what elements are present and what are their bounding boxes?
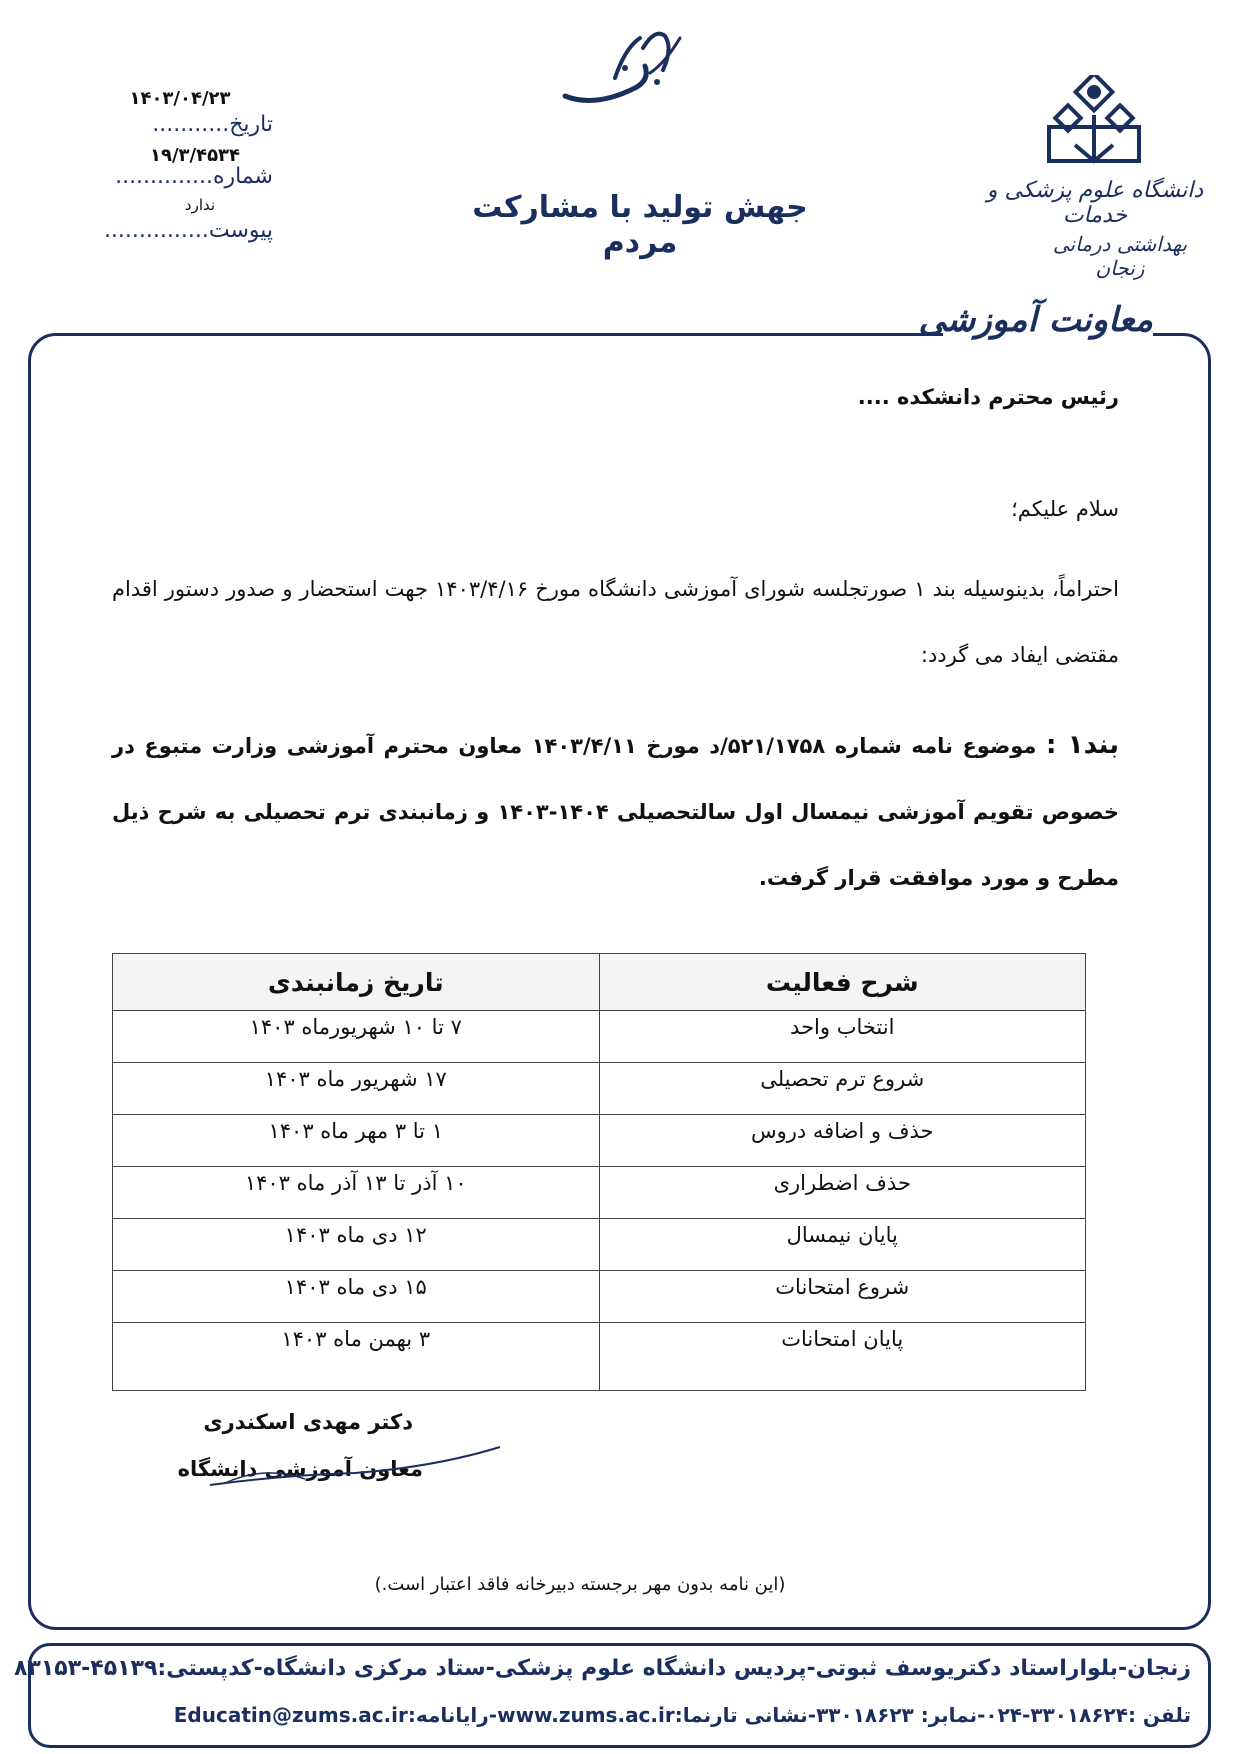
university-logo	[1045, 75, 1143, 165]
date-cell: ۳ بهمن ماه ۱۴۰۳	[113, 1323, 600, 1391]
number-value: ۱۹/۳/۴۵۳۴	[149, 145, 241, 166]
date-cell: ۱۲ دی ماه ۱۴۰۳	[113, 1219, 600, 1271]
attachment-label: پیوست...............	[103, 218, 273, 243]
activity-cell: حذف و اضافه دروس	[599, 1115, 1086, 1167]
university-subtitle: بهداشتی درمانی زنجان	[1052, 232, 1188, 280]
intro-paragraph: احتراماً، بدینوسیله بند ۱ صورتجلسه شورای آموزشی دانشگاه مورخ ۱۴۰۳/۴/۱۶ جهت استحضار و صدور دستور اقدام مقتضی ایفاد می گردد:	[112, 577, 1119, 667]
department-title: معاونت آموزشی	[918, 300, 1153, 340]
footer-address: زنجان-بلواراستاد دکتریوسف ثبوتی-پردیس دانشگاه علوم پزشکی-ستاد مرکزی دانشگاه-کدپستی:۴۵۱۳۹-۸۳۱۵۳	[13, 1656, 1191, 1681]
table-row	[113, 1063, 1086, 1115]
clause-paragraph	[112, 712, 1119, 911]
recipient: رئیس محترم دانشکده ....	[857, 385, 1119, 409]
table-row	[113, 1011, 1086, 1063]
date-cell: ۱۰ آذر تا ۱۳ آذر ماه ۱۴۰۳	[113, 1167, 600, 1219]
date-cell: ۷ تا ۱۰ شهریورماه ۱۴۰۳	[113, 1011, 600, 1063]
schedule-table	[112, 953, 1086, 1391]
activity-cell: پایان نیمسال	[599, 1219, 1086, 1271]
signatory-name: دکتر مهدی اسکندری	[203, 1410, 413, 1434]
slogan: جهش تولید با مشارکت مردم	[472, 190, 808, 260]
activity-cell: پایان امتحانات	[599, 1323, 1086, 1391]
table-header-row	[113, 954, 1086, 1011]
bismillah-calligraphy	[555, 18, 695, 108]
clause-text: موضوع نامه شماره ۵۲۱/۱۷۵۸/د مورخ ۱۴۰۳/۴/۱۱ معاون محترم آموزشی وزارت متبوع در خصوص تقویم آموزشی نیمسال اول سالتحصیلی ۱۴۰۴-۱۴۰۳ و زمانبندی ترم تحصیلی به شرح ذیل مطرح و مورد موافقت قرار گرفت.	[112, 734, 1119, 890]
activity-cell: حذف اضطراری	[599, 1167, 1086, 1219]
activity-cell: انتخاب واحد	[599, 1011, 1086, 1063]
clause-label: بند۱ :	[1046, 730, 1120, 760]
footer-contact: تلفن :۳۳۰۱۸۶۲۴-۰۲۴-نمابر: ۳۳۰۱۸۶۲۳-نشانی تارنما:www.zums.ac.ir-رایانامه:Educatin@zums.ac.ir	[173, 1703, 1191, 1727]
date-label: تاریخ...........	[152, 112, 273, 137]
table-row	[113, 1167, 1086, 1219]
table-row	[113, 1323, 1086, 1391]
date-cell: ۱ تا ۳ مهر ماه ۱۴۰۳	[113, 1115, 600, 1167]
greeting: سلام علیکم؛	[1011, 497, 1119, 521]
signature-mark	[205, 1445, 505, 1495]
attachment-value: ندارد	[184, 196, 216, 214]
table-row	[113, 1115, 1086, 1167]
header-activity: شرح فعالیت	[599, 954, 1086, 1011]
number-label: شماره..............	[115, 164, 273, 189]
date-value: ۱۴۰۳/۰۴/۲۳	[129, 88, 231, 109]
date-cell: ۱۷ شهریور ماه ۱۴۰۳	[113, 1063, 600, 1115]
activity-cell: شروع ترم تحصیلی	[599, 1063, 1086, 1115]
date-cell: ۱۵ دی ماه ۱۴۰۳	[113, 1271, 600, 1323]
table-row	[113, 1219, 1086, 1271]
header-date: تاریخ زمانبندی	[113, 954, 600, 1011]
signatory-title: معاون آموزشی دانشگاه	[177, 1457, 423, 1481]
university-name: دانشگاه علوم پزشکی و خدمات	[986, 178, 1204, 228]
table-row	[113, 1271, 1086, 1323]
validity-note: (این نامه بدون مهر برجسته دبیرخانه فاقد اعتبار است.)	[374, 1574, 786, 1595]
activity-cell: شروع امتحانات	[599, 1271, 1086, 1323]
